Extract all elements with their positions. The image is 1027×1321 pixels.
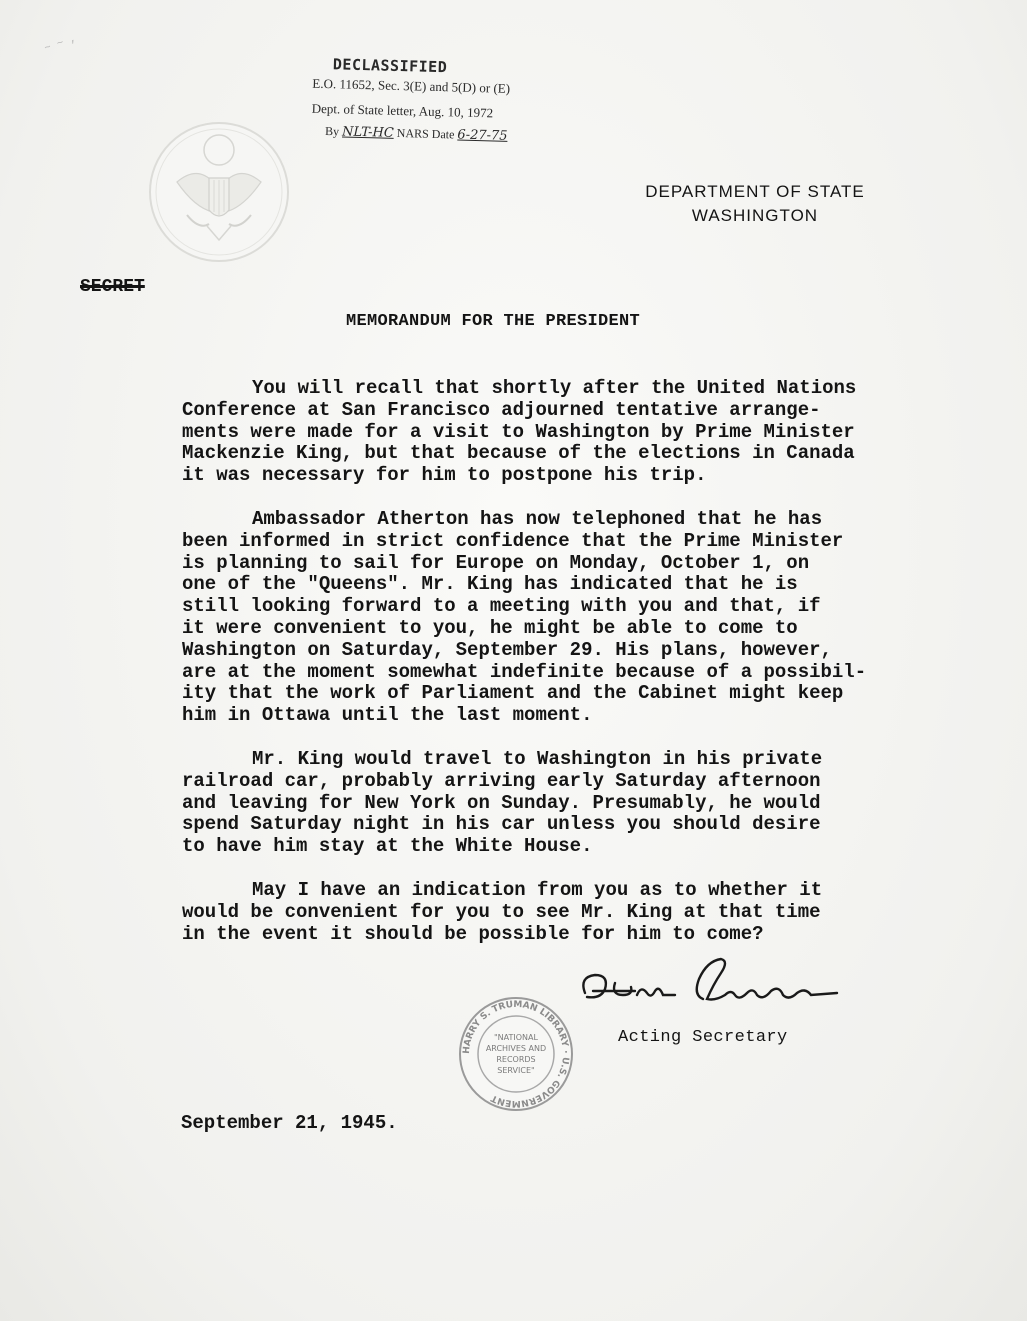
- declassified-label: DECLASSIFIED: [332, 55, 448, 77]
- body-line: spend Saturday night in his car unless you should desire: [182, 813, 821, 836]
- department-name: DEPARTMENT OF STATE: [645, 182, 865, 201]
- body-line: railroad car, probably arriving early Saturday afternoon: [182, 769, 821, 792]
- body-line: Conference at San Francisco adjourned tentative arrange-: [182, 398, 821, 421]
- classification-marking: SECRET: [80, 277, 145, 297]
- declassification-byline: [325, 124, 577, 146]
- memo-date: September 21, 1945.: [181, 1112, 398, 1134]
- stamp-line: SERVICE": [497, 1066, 535, 1075]
- body-line: him in Ottawa until the last moment.: [182, 704, 593, 727]
- body-line: one of the "Queens". Mr. King has indicated that he is: [182, 573, 798, 596]
- letterhead: [580, 180, 930, 228]
- stamp-outer-text: HARRY S. TRUMAN LIBRARY · U.S. GOVERNMENT: [461, 999, 571, 1109]
- declassification-letter: Dept. of State letter, Aug. 10, 1972: [311, 100, 494, 121]
- body-line: ity that the work of Parliament and the Cabinet might keep: [182, 682, 844, 705]
- stamp-line: "NATIONAL: [494, 1033, 538, 1042]
- body-line: it were convenient to you, he might be able to come to: [182, 616, 798, 639]
- paragraph: [182, 509, 962, 727]
- paragraph: [182, 749, 962, 858]
- paragraph: [182, 880, 962, 945]
- body-line: ments were made for a visit to Washington by Prime Minister: [182, 420, 855, 443]
- body-line: Ambassador Atherton has now telephoned that he has: [252, 507, 823, 530]
- handwritten-signature: [575, 955, 865, 1025]
- embossed-eagle-seal-icon: [147, 120, 292, 265]
- body-line: are at the moment somewhat indefinite because of a possibil-: [182, 660, 867, 683]
- memo-title: MEMORANDUM FOR THE PRESIDENT: [346, 312, 641, 331]
- body-line: and leaving for New York on Sunday. Presumably, he would: [182, 791, 821, 814]
- body-line: been informed in strict confidence that the Prime Minister: [182, 529, 844, 552]
- signatory-title: Acting Secretary: [618, 1028, 788, 1047]
- body-line: to have him stay at the White House.: [182, 835, 593, 858]
- body-line: Mackenzie King, but that because of the elections in Canada: [182, 442, 855, 465]
- nars-label: NARS Date: [396, 125, 455, 142]
- by-label: By: [324, 124, 340, 139]
- body-line: is planning to sail for Europe on Monday, October 1, on: [182, 551, 810, 574]
- archive-library-stamp-icon: [455, 993, 577, 1115]
- body-line: Washington on Saturday, September 29. His plans, however,: [182, 638, 832, 661]
- nars-date: 6-27-75: [457, 127, 508, 144]
- body-line: in the event it should be possible for him to come?: [182, 922, 764, 945]
- body-line: still looking forward to a meeting with you and that, if: [182, 595, 821, 618]
- declassification-stamp: [297, 54, 579, 145]
- memo-body: [182, 378, 962, 967]
- body-line: You will recall that shortly after the United Nations: [252, 377, 857, 399]
- stamp-line: RECORDS: [496, 1055, 536, 1064]
- department-city: WASHINGTON: [691, 206, 819, 225]
- stamp-line: ARCHIVES AND: [485, 1044, 547, 1053]
- faint-pencil-mark: ~ ~ ,: [42, 32, 79, 56]
- body-line: would be convenient for you to see Mr. King at that time: [182, 900, 821, 923]
- body-line: May I have an indication from you as to whether it: [252, 878, 823, 901]
- declassification-authority: E.O. 11652, Sec. 3(E) and 5(D) or (E): [312, 75, 511, 96]
- by-initials: NLT-HC: [341, 124, 394, 141]
- body-line: it was necessary for him to postpone his trip.: [182, 464, 707, 487]
- paragraph: [182, 378, 962, 487]
- body-line: Mr. King would travel to Washington in his private: [252, 747, 823, 770]
